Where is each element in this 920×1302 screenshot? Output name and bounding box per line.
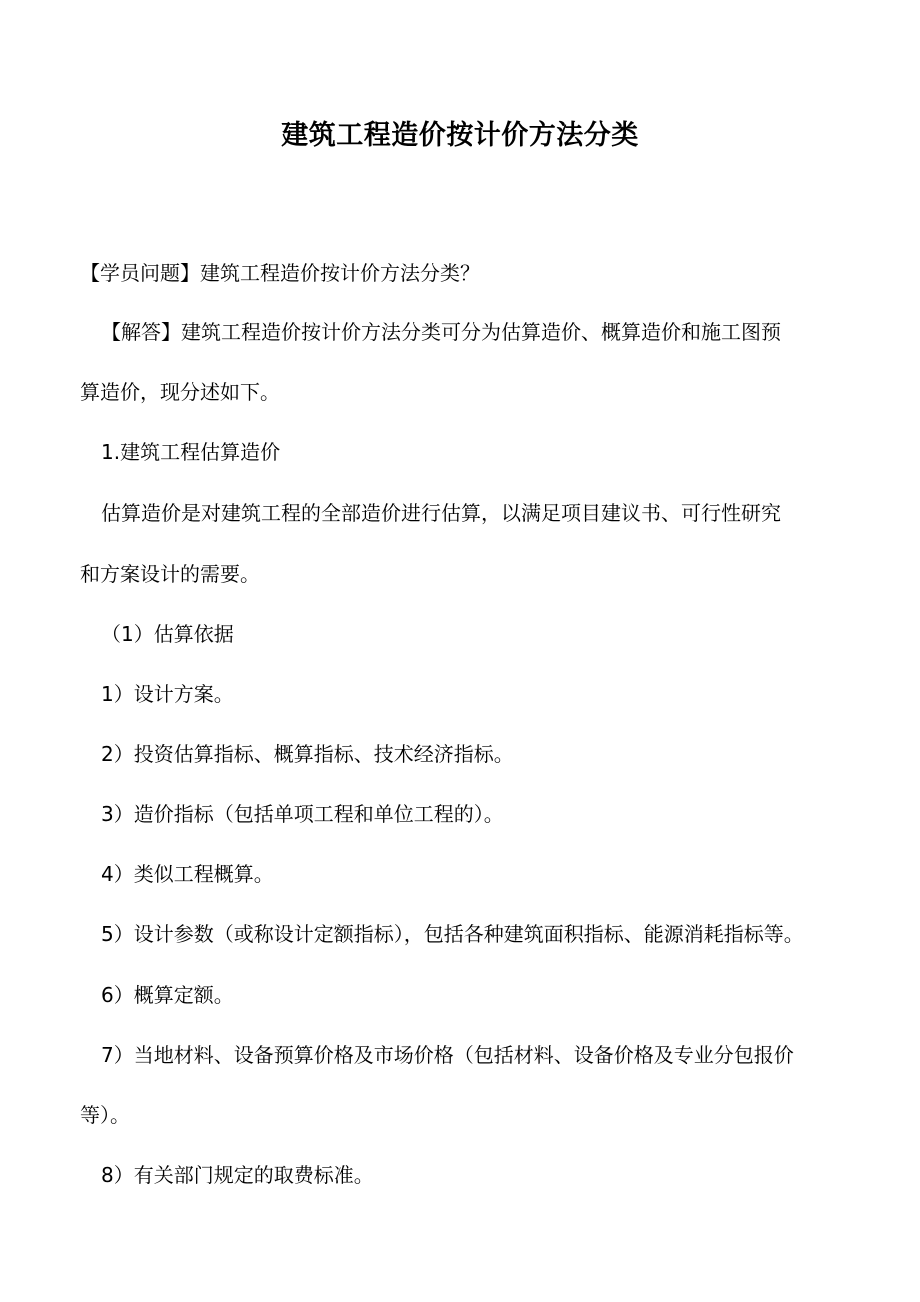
question-line: 【学员问题】建筑工程造价按计价方法分类？ <box>80 261 480 285</box>
list-item-1: 1）设计方案。 <box>101 682 234 706</box>
page-title: 建筑工程造价按计价方法分类 <box>281 120 639 151</box>
section-heading-1: 1.建筑工程估算造价 <box>101 440 281 464</box>
subsection-heading: （1）估算依据 <box>101 622 234 646</box>
list-item-4: 4）类似工程概算。 <box>101 862 274 886</box>
list-item-7-line-1: 7）当地材料、设备预算价格及市场价格（包括材料、设备价格及专业分包报价 <box>101 1043 794 1067</box>
body-line-1: 估算造价是对建筑工程的全部造价进行估算，以满足项目建议书、可行性研究 <box>101 501 781 525</box>
body-line-2: 和方案设计的需要。 <box>80 562 260 586</box>
answer-line-2: 算造价，现分述如下。 <box>80 380 280 404</box>
list-item-7-line-2: 等）。 <box>80 1103 130 1127</box>
list-item-2: 2）投资估算指标、概算指标、技术经济指标。 <box>101 742 514 766</box>
list-item-6: 6）概算定额。 <box>101 983 234 1007</box>
list-item-3: 3）造价指标（包括单项工程和单位工程的）。 <box>101 802 504 826</box>
list-item-8: 8）有关部门规定的取费标准。 <box>101 1163 374 1187</box>
list-item-5: 5）设计参数（或称设计定额指标），包括各种建筑面积指标、能源消耗指标等。 <box>101 922 804 946</box>
answer-line-1: 【解答】建筑工程造价按计价方法分类可分为估算造价、概算造价和施工图预 <box>101 320 781 344</box>
